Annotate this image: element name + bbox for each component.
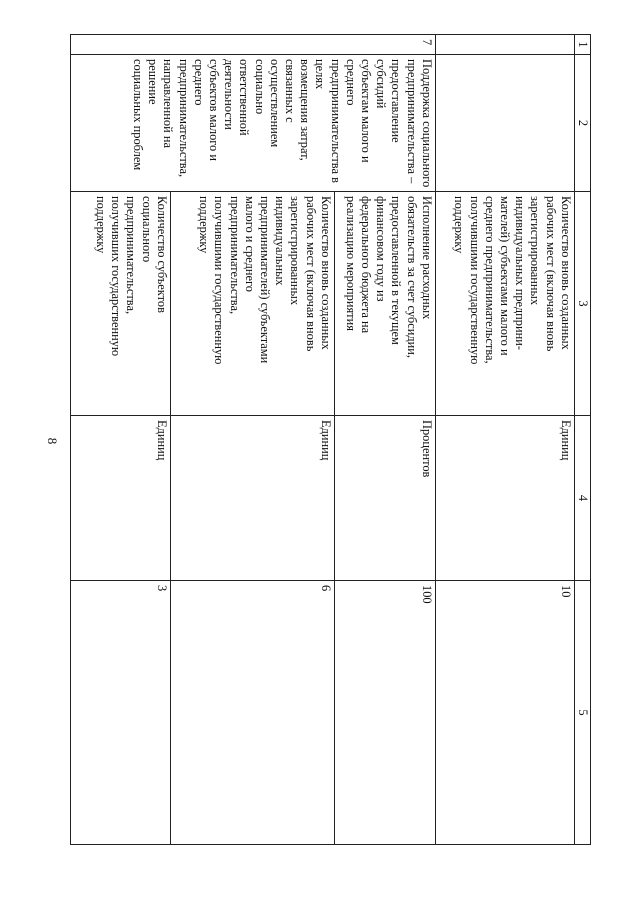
indicators-table bbox=[70, 34, 591, 845]
header-cell: 5 bbox=[574, 581, 590, 845]
unit-cell: Единиц bbox=[71, 416, 171, 581]
indicator-cell: Количество вновь созданных рабочих мест (включая вновь зарегистрированных индивидуальных предприни- мателей) субъектами малого и среднего предпринимательства, получившими государственную поддержку bbox=[435, 192, 574, 416]
page-number: 8 bbox=[45, 437, 60, 445]
row-number-cell bbox=[435, 35, 574, 55]
unit-cell: Единиц bbox=[435, 416, 574, 581]
table-row bbox=[435, 35, 574, 845]
rotated-table-container bbox=[70, 34, 591, 844]
value-cell: 10 bbox=[435, 581, 574, 845]
measure-name-cell bbox=[435, 55, 574, 192]
header-cell: 4 bbox=[574, 416, 590, 581]
header-cell: 3 bbox=[574, 192, 590, 416]
unit-cell: Процентов bbox=[334, 416, 435, 581]
indicator-cell: Количество субъектов социального предпринимательства, получивших государственную поддержку bbox=[71, 192, 171, 416]
header-cell: 1 bbox=[574, 35, 590, 55]
table-row bbox=[334, 35, 435, 845]
row-number-cell: 7 bbox=[71, 35, 436, 55]
value-cell: 6 bbox=[170, 581, 334, 845]
measure-name-cell: Поддержка социального предпринимательства – предоставление субсидий субъектам малого и среднего предпринимательства в целях возмещения затрат, связанных с осуществлением социально ответственной деятельности субъектов малого и среднего предпринимательства, направленной на решение социальных проблем bbox=[71, 55, 436, 192]
unit-cell: Единиц bbox=[170, 416, 334, 581]
indicator-cell: Исполнение расходных обязательств за счет субсидии, предоставленной в текущем финансовом году из федерального бюджета на реализацию мероприятия bbox=[334, 192, 435, 416]
indicator-cell: Количество вновь созданных рабочих мест (включая вновь зарегистрированных индивидуальных предпринимателей) субъектами малого и среднего предпринимательства, получившими государственную поддержку bbox=[170, 192, 334, 416]
value-cell: 100 bbox=[334, 581, 435, 845]
value-cell: 3 bbox=[71, 581, 171, 845]
table-header-row bbox=[574, 35, 590, 845]
header-cell: 2 bbox=[574, 55, 590, 192]
